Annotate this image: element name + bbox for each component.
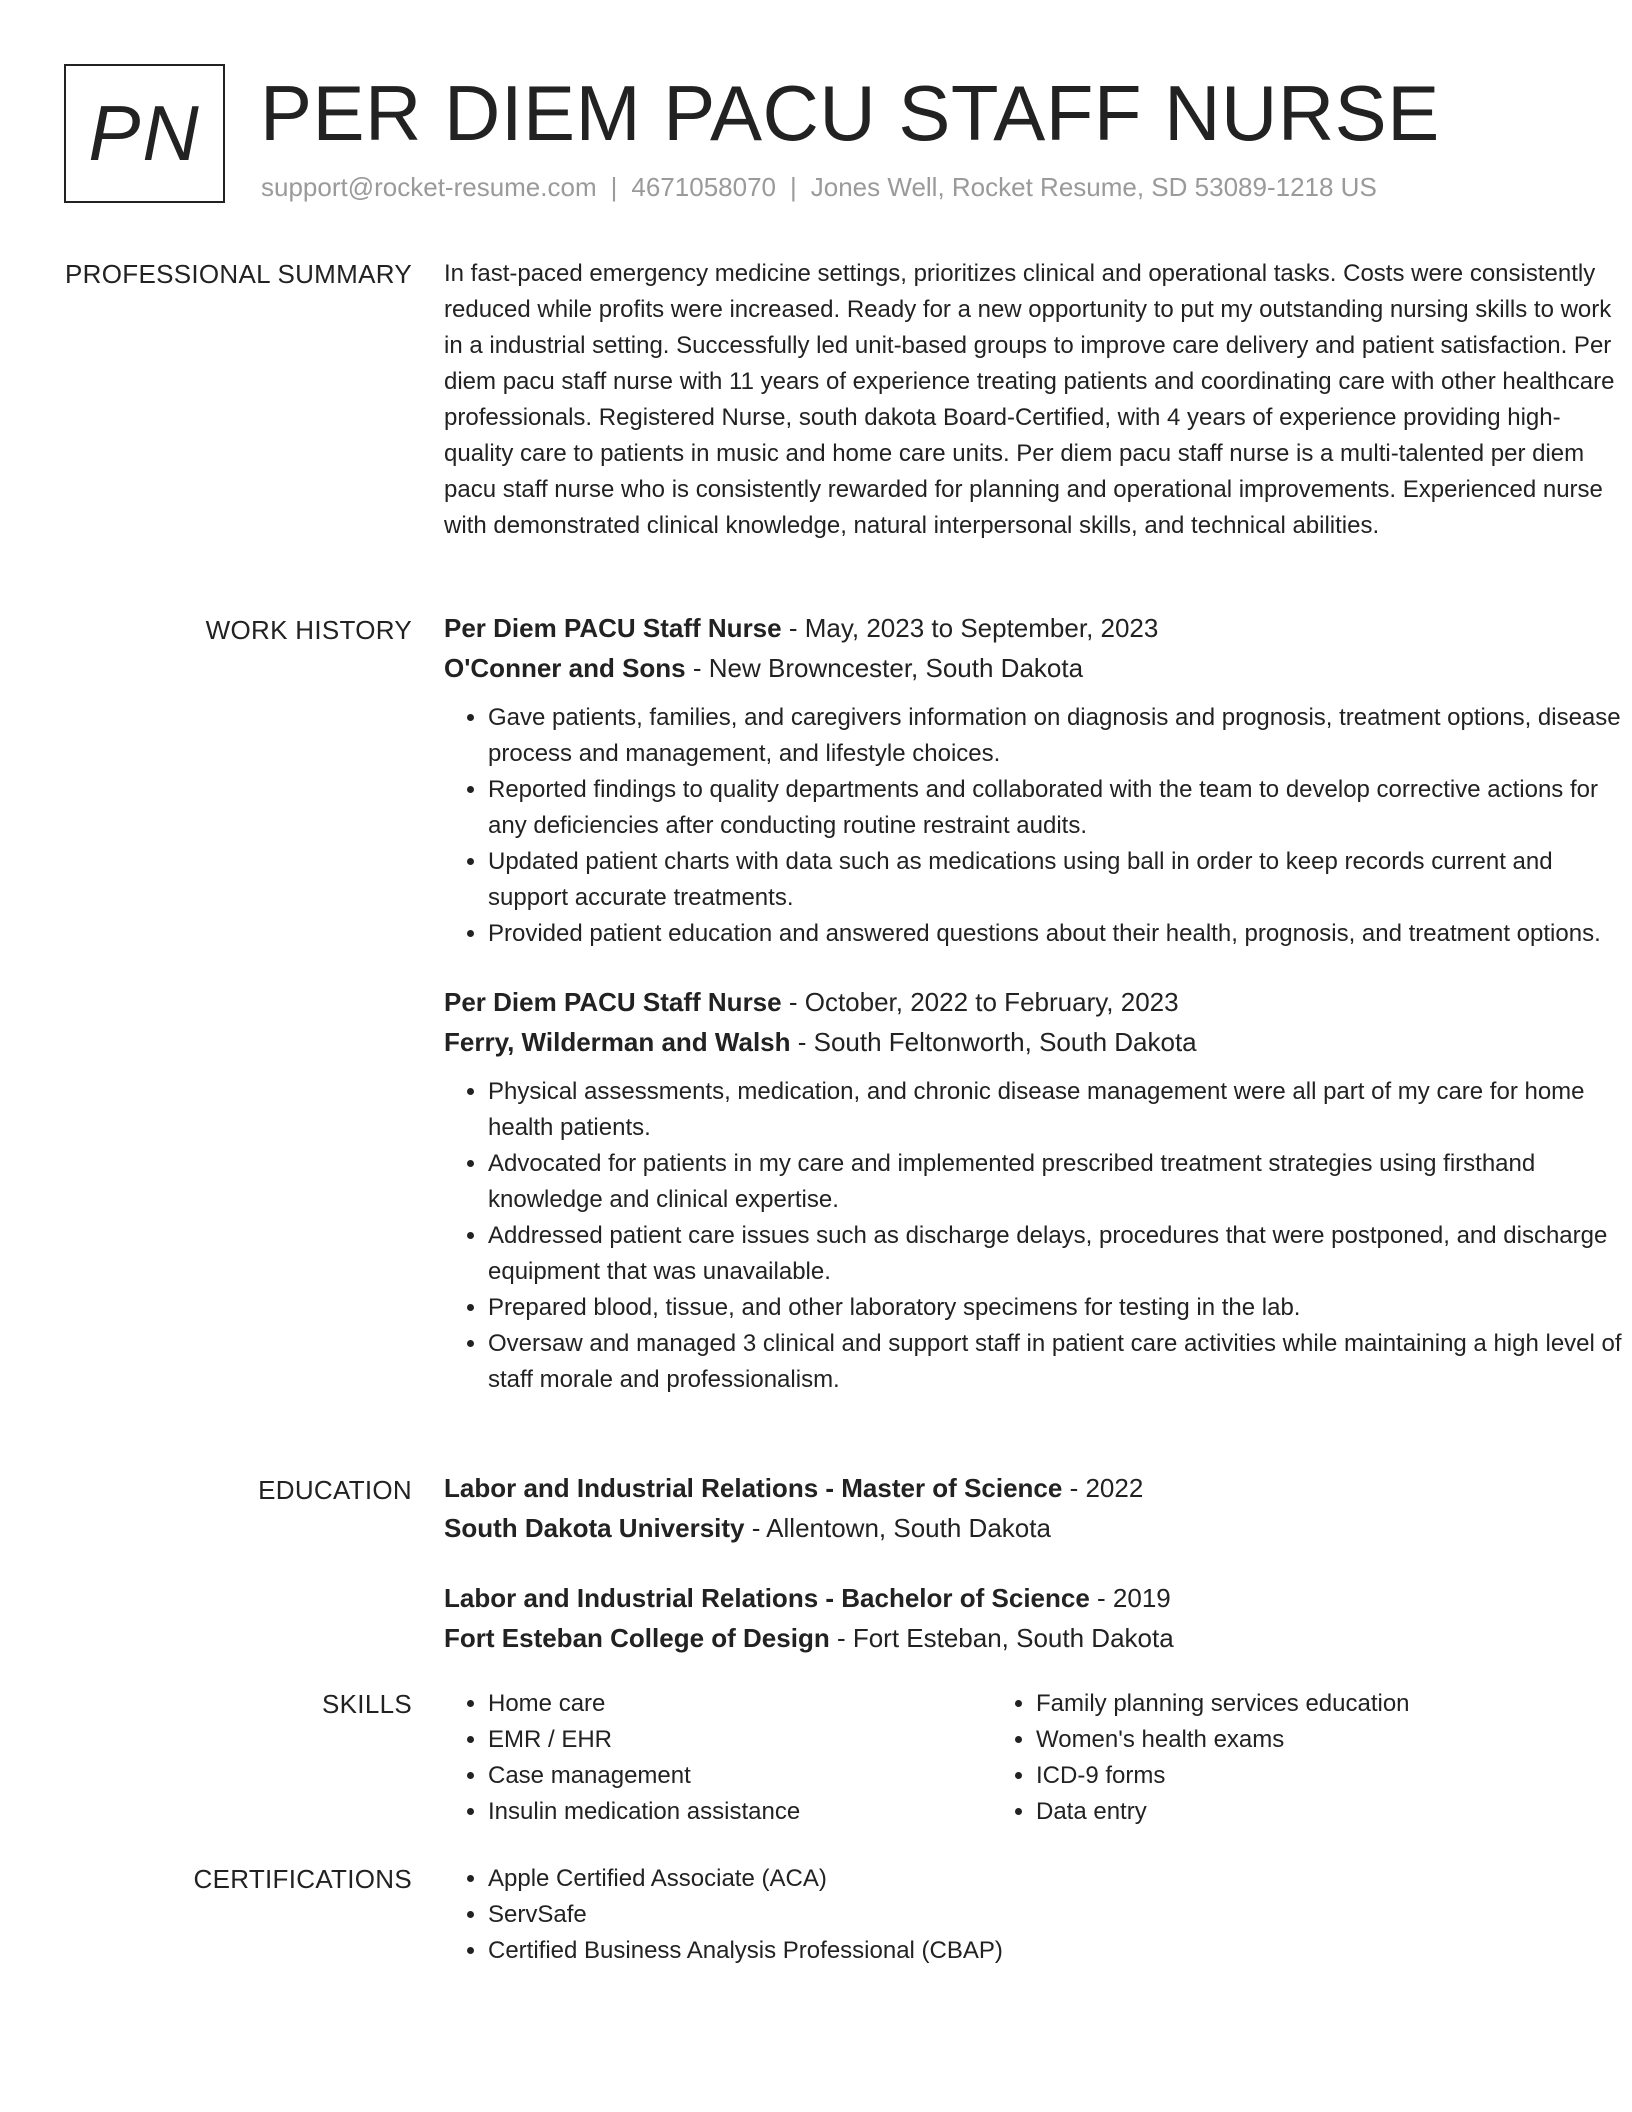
list-item: • Case management (488, 1758, 992, 1794)
work-history-section (64, 608, 1622, 1438)
list-item: • Addressed patient care issues such as discharge delays, procedures that were postponed, and discharge equipment that was unavailable. (488, 1218, 1624, 1290)
certifications-section (64, 1861, 1568, 1991)
skills-list-right (992, 1686, 1540, 1830)
education-entry (444, 1468, 1624, 1548)
job-company-line (444, 648, 1624, 688)
job-location: - South Feltonworth, South Dakota (790, 1027, 1197, 1057)
contact-phone: 4671058070 (631, 172, 776, 202)
list-item: • Insulin medication assistance (488, 1794, 992, 1830)
school-line (444, 1618, 1624, 1658)
contact-address: Jones Well, Rocket Resume, SD 53089-1218 US (810, 172, 1377, 202)
summary-section (64, 256, 1615, 586)
job-title-line (444, 982, 1624, 1022)
skills-section (64, 1686, 1568, 1846)
contact-separator: | (790, 172, 797, 202)
job-location: - New Browncester, South Dakota (685, 653, 1084, 683)
section-label-skills: SKILLS (322, 1689, 412, 1719)
job-dates: - October, 2022 to February, 2023 (781, 987, 1179, 1017)
list-item: • Home care (488, 1686, 992, 1722)
school-name: South Dakota University (444, 1513, 745, 1543)
skills-grid (444, 1686, 1624, 1830)
list-item: • Women's health exams (1036, 1722, 1540, 1758)
job-title: Per Diem PACU Staff Nurse (444, 613, 782, 643)
list-item: • Updated patient charts with data such as medications using ball in order to keep records current and support accurate treatments. (488, 844, 1624, 916)
list-item: • Oversaw and managed 3 clinical and support staff in patient care activities while maintaining a high level of staff morale and professionalism. (488, 1326, 1624, 1398)
school-location: - Allentown, South Dakota (744, 1513, 1051, 1543)
list-item: • Gave patients, families, and caregivers information on diagnosis and prognosis, treatment options, disease process and management, and lifestyle choices. (488, 700, 1624, 772)
education-body (444, 1468, 1624, 1688)
degree-year: - 2022 (1062, 1473, 1144, 1503)
work-history-body (444, 608, 1624, 1428)
job-bullets (444, 700, 1624, 952)
degree-year: - 2019 (1089, 1583, 1171, 1613)
skills-body (444, 1686, 1624, 1830)
list-item: • Advocated for patients in my care and implemented prescribed treatment strategies using firsthand knowledge and clinical expertise. (488, 1146, 1624, 1218)
job-company-line (444, 1022, 1624, 1062)
list-item: • Data entry (1036, 1794, 1540, 1830)
degree-title: Labor and Industrial Relations - Bachelor of Science (444, 1583, 1090, 1613)
section-label-certifications: CERTIFICATIONS (193, 1864, 412, 1894)
list-item: • Apple Certified Associate (ACA) (488, 1861, 1624, 1897)
school-location: - Fort Esteban, South Dakota (829, 1623, 1174, 1653)
list-item: • ServSafe (488, 1897, 1624, 1933)
contact-email: support@rocket-resume.com (261, 172, 597, 202)
job-bullets (444, 1074, 1624, 1398)
list-item: • Physical assessments, medication, and chronic disease management were all part of my care for home health patients. (488, 1074, 1624, 1146)
degree-title: Labor and Industrial Relations - Master of Science (444, 1473, 1063, 1503)
list-item: • Prepared blood, tissue, and other laboratory specimens for testing in the lab. (488, 1290, 1624, 1326)
job-entry (444, 982, 1624, 1398)
school-line (444, 1508, 1624, 1548)
list-item: • Provided patient education and answered questions about their health, prognosis, and treatment options. (488, 916, 1624, 952)
skills-list-left (444, 1686, 992, 1830)
job-dates: - May, 2023 to September, 2023 (781, 613, 1159, 643)
list-item: • EMR / EHR (488, 1722, 992, 1758)
summary-body (444, 256, 1624, 544)
skills-column-left (444, 1686, 992, 1830)
job-company: Ferry, Wilderman and Walsh (444, 1027, 791, 1057)
monogram-logo: PN (64, 64, 225, 203)
certifications-body (444, 1861, 1624, 1969)
contact-separator: | (610, 172, 618, 202)
section-label-education: EDUCATION (258, 1475, 412, 1505)
list-item: • Reported findings to quality departments and collaborated with the team to develop corrective actions for any deficiencies after conducting routine restraint audits. (488, 772, 1624, 844)
job-title: Per Diem PACU Staff Nurse (444, 987, 782, 1017)
degree-line (444, 1578, 1624, 1618)
list-item: • ICD-9 forms (1036, 1758, 1540, 1794)
resume-header (64, 64, 1564, 214)
summary-text: In fast-paced emergency medicine settings, prioritizes clinical and operational tasks. Costs were consistently reduced while profits were increased. Ready for a new opportunity to put my outstanding nursing skills to work in a industrial setting. Successfully led unit-based groups to improve care delivery and patient satisfaction. Per diem pacu staff nurse with 11 years of experience treating patients and coordinating care with other healthcare professionals. Registered Nurse, south dakota Board-Certified, with 4 years of experience providing high-quality care to patients in music and home care units. Per diem pacu staff nurse is a multi-talented per diem pacu staff nurse who is consistently rewarded for planning and operational improvements. Experienced nurse with demonstrated clinical knowledge, natural interpersonal skills, and technical abilities. (444, 260, 1615, 539)
school-name: Fort Esteban College of Design (444, 1623, 830, 1653)
degree-line (444, 1468, 1624, 1508)
education-section (64, 1468, 1568, 1668)
list-item: • Family planning services education (1036, 1686, 1540, 1722)
list-item: • Certified Business Analysis Professional (CBAP) (488, 1933, 1624, 1969)
page-title: PER DIEM PACU STAFF NURSE (260, 69, 1440, 157)
job-title-line (444, 608, 1624, 648)
section-label-summary: PROFESSIONAL SUMMARY (65, 259, 412, 289)
education-entry (444, 1578, 1624, 1658)
contact-line (261, 172, 1377, 203)
job-company: O'Conner and Sons (444, 653, 686, 683)
section-label-work: WORK HISTORY (205, 615, 412, 645)
job-entry (444, 608, 1624, 952)
certifications-list (444, 1861, 1624, 1969)
skills-column-right (992, 1686, 1540, 1830)
